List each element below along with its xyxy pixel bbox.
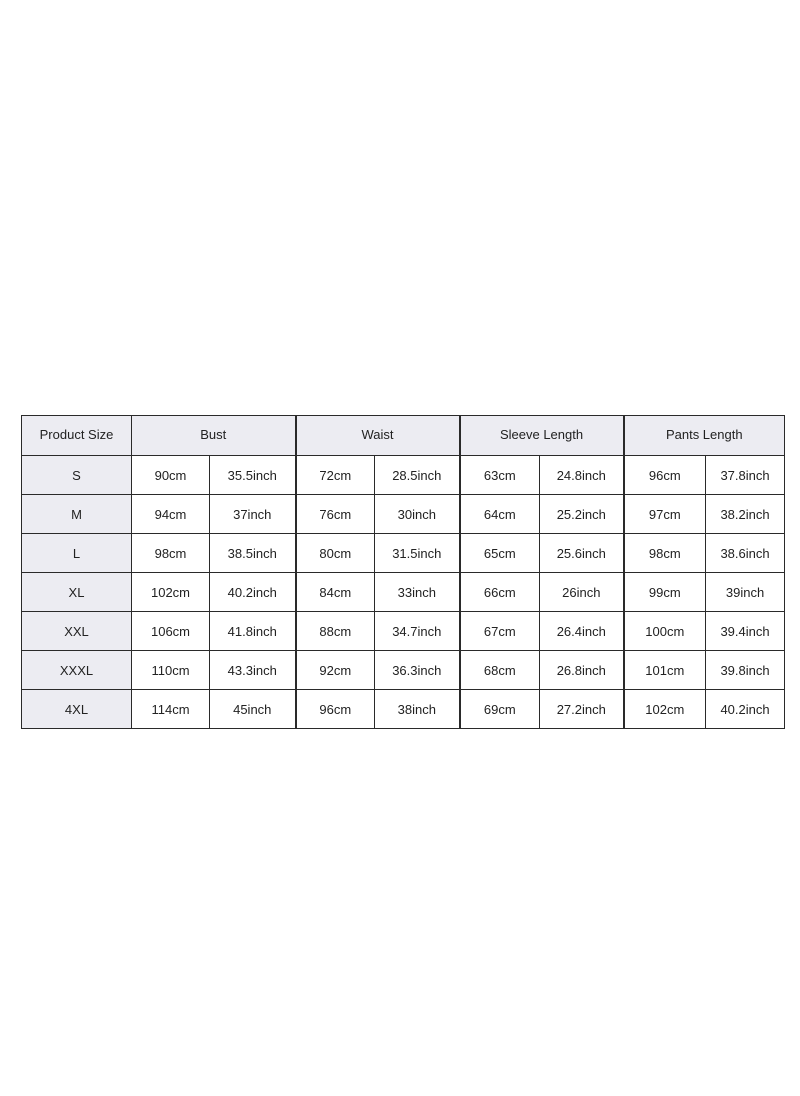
bust-cm-cell: 110cm [132,651,210,690]
waist-inch-cell: 34.7inch [375,612,460,651]
bust-cm-cell: 106cm [132,612,210,651]
waist-cm-cell: 92cm [296,651,375,690]
waist-inch-cell: 38inch [375,690,460,729]
waist-inch-cell: 30inch [375,495,460,534]
size-cell: L [22,534,132,573]
bust-inch-cell: 37inch [210,495,296,534]
bust-inch-cell: 40.2inch [210,573,296,612]
header-bust: Bust [132,416,296,456]
sleeve-cm-cell: 64cm [460,495,540,534]
pants-inch-cell: 39.4inch [706,612,785,651]
waist-inch-cell: 33inch [375,573,460,612]
sleeve-inch-cell: 25.6inch [540,534,624,573]
pants-cm-cell: 99cm [624,573,706,612]
table-row [22,495,785,534]
pants-inch-cell: 39inch [706,573,785,612]
header-pants-length: Pants Length [624,416,785,456]
pants-inch-cell: 38.2inch [706,495,785,534]
pants-cm-cell: 100cm [624,612,706,651]
sleeve-inch-cell: 24.8inch [540,456,624,495]
size-cell: S [22,456,132,495]
size-cell: XL [22,573,132,612]
bust-cm-cell: 114cm [132,690,210,729]
sleeve-inch-cell: 26.4inch [540,612,624,651]
pants-inch-cell: 40.2inch [706,690,785,729]
table-row [22,456,785,495]
sleeve-cm-cell: 66cm [460,573,540,612]
sleeve-cm-cell: 69cm [460,690,540,729]
size-rows [22,456,785,729]
size-cell: 4XL [22,690,132,729]
bust-cm-cell: 102cm [132,573,210,612]
waist-inch-cell: 31.5inch [375,534,460,573]
size-cell: XXXL [22,651,132,690]
waist-cm-cell: 88cm [296,612,375,651]
size-cell: XXL [22,612,132,651]
pants-inch-cell: 38.6inch [706,534,785,573]
table-row [22,612,785,651]
sleeve-cm-cell: 63cm [460,456,540,495]
sleeve-cm-cell: 65cm [460,534,540,573]
waist-inch-cell: 36.3inch [375,651,460,690]
table-row [22,690,785,729]
size-chart-table [21,415,785,729]
pants-inch-cell: 37.8inch [706,456,785,495]
waist-cm-cell: 96cm [296,690,375,729]
bust-inch-cell: 43.3inch [210,651,296,690]
sleeve-inch-cell: 26inch [540,573,624,612]
bust-inch-cell: 41.8inch [210,612,296,651]
size-cell: M [22,495,132,534]
bust-cm-cell: 90cm [132,456,210,495]
waist-cm-cell: 84cm [296,573,375,612]
sleeve-cm-cell: 67cm [460,612,540,651]
header-waist: Waist [296,416,460,456]
bust-cm-cell: 98cm [132,534,210,573]
table-row [22,573,785,612]
header-row [22,416,785,456]
waist-inch-cell: 28.5inch [375,456,460,495]
bust-inch-cell: 45inch [210,690,296,729]
table-row [22,534,785,573]
sleeve-inch-cell: 27.2inch [540,690,624,729]
waist-cm-cell: 76cm [296,495,375,534]
waist-cm-cell: 72cm [296,456,375,495]
waist-cm-cell: 80cm [296,534,375,573]
sleeve-cm-cell: 68cm [460,651,540,690]
sleeve-inch-cell: 26.8inch [540,651,624,690]
pants-cm-cell: 102cm [624,690,706,729]
bust-inch-cell: 35.5inch [210,456,296,495]
header-sleeve-length: Sleeve Length [460,416,624,456]
pants-inch-cell: 39.8inch [706,651,785,690]
table-row [22,651,785,690]
pants-cm-cell: 101cm [624,651,706,690]
pants-cm-cell: 98cm [624,534,706,573]
pants-cm-cell: 96cm [624,456,706,495]
bust-inch-cell: 38.5inch [210,534,296,573]
sleeve-inch-cell: 25.2inch [540,495,624,534]
header-product-size: Product Size [22,416,132,456]
bust-cm-cell: 94cm [132,495,210,534]
pants-cm-cell: 97cm [624,495,706,534]
